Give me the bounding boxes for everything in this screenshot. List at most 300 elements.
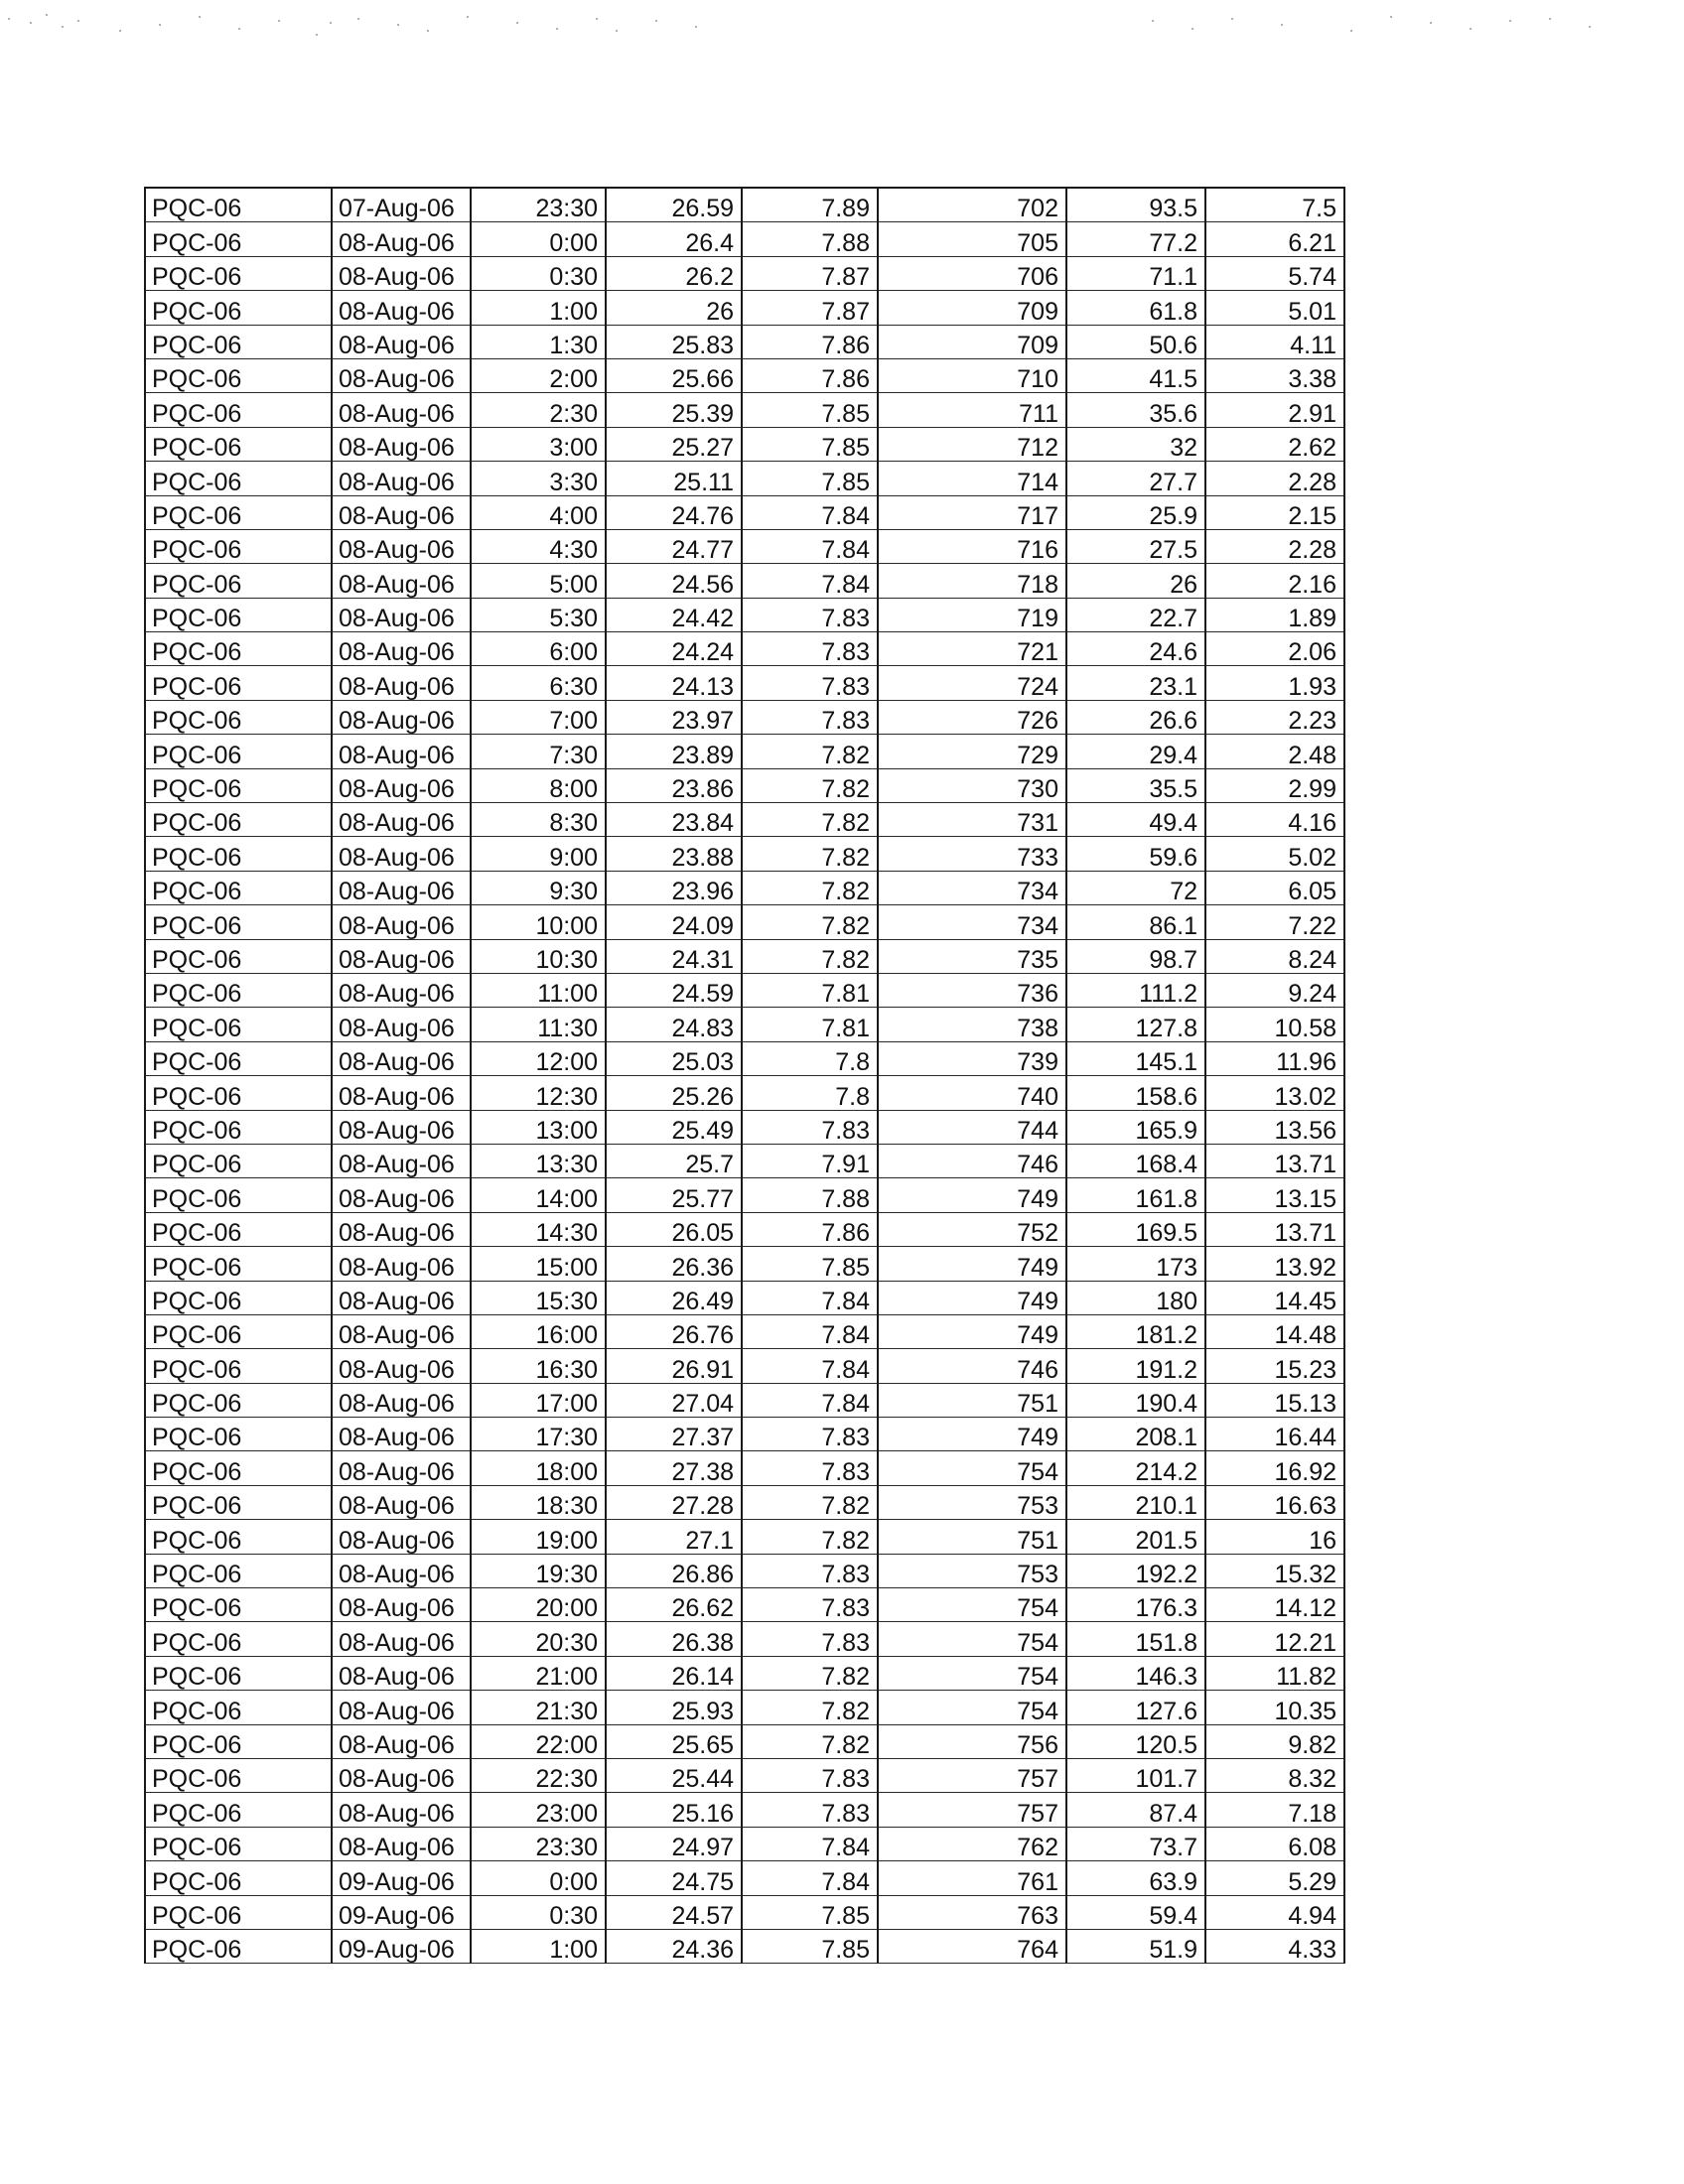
table-row: [145, 1724, 1344, 1758]
value-cell-5: 15.13: [1205, 1383, 1344, 1417]
value-cell-1: 23.89: [606, 735, 742, 768]
value-cell-4: 72: [1066, 871, 1205, 904]
value-cell-3: 754: [878, 1622, 1066, 1656]
station-cell: PQC-06: [145, 1485, 332, 1519]
station-cell: PQC-06: [145, 291, 332, 325]
time-cell: 22:30: [471, 1758, 606, 1792]
table-row: [145, 1383, 1344, 1417]
station-cell: PQC-06: [145, 1451, 332, 1485]
value-cell-1: 26.86: [606, 1554, 742, 1587]
scan-speck: [278, 20, 280, 22]
date-cell: 08-Aug-06: [332, 564, 471, 598]
value-cell-2: 7.85: [742, 427, 878, 461]
value-cell-3: 714: [878, 462, 1066, 495]
value-cell-5: 5.01: [1205, 291, 1344, 325]
scan-speck: [1231, 18, 1233, 20]
scan-speck: [1549, 18, 1551, 20]
value-cell-4: 41.5: [1066, 358, 1205, 392]
scan-speck: [1470, 28, 1472, 30]
station-cell: PQC-06: [145, 871, 332, 904]
time-cell: 3:30: [471, 462, 606, 495]
scan-speck: [695, 26, 697, 28]
value-cell-4: 25.9: [1066, 495, 1205, 529]
value-cell-3: 749: [878, 1247, 1066, 1281]
time-cell: 0:30: [471, 1895, 606, 1929]
value-cell-5: 1.93: [1205, 666, 1344, 700]
value-cell-5: 14.48: [1205, 1314, 1344, 1348]
time-cell: 15:30: [471, 1281, 606, 1314]
time-cell: 8:00: [471, 768, 606, 802]
table-row: [145, 358, 1344, 392]
station-cell: PQC-06: [145, 1656, 332, 1690]
table-row: [145, 1588, 1344, 1622]
scan-speck: [1589, 26, 1591, 28]
table-row: [145, 1008, 1344, 1041]
time-cell: 23:00: [471, 1793, 606, 1827]
station-cell: PQC-06: [145, 325, 332, 358]
station-cell: PQC-06: [145, 1281, 332, 1314]
value-cell-1: 24.31: [606, 939, 742, 973]
table-row: [145, 1861, 1344, 1895]
table-row: [145, 188, 1344, 222]
value-cell-3: 710: [878, 358, 1066, 392]
value-cell-1: 25.65: [606, 1724, 742, 1758]
station-cell: PQC-06: [145, 905, 332, 939]
value-cell-3: 735: [878, 939, 1066, 973]
value-cell-5: 4.33: [1205, 1929, 1344, 1963]
value-cell-1: 25.26: [606, 1076, 742, 1110]
value-cell-2: 7.82: [742, 905, 878, 939]
date-cell: 08-Aug-06: [332, 632, 471, 666]
station-cell: PQC-06: [145, 1895, 332, 1929]
station-cell: PQC-06: [145, 1349, 332, 1383]
table-row: [145, 1212, 1344, 1246]
value-cell-3: 746: [878, 1144, 1066, 1177]
date-cell: 08-Aug-06: [332, 905, 471, 939]
station-cell: PQC-06: [145, 1554, 332, 1587]
value-cell-1: 25.77: [606, 1178, 742, 1212]
value-cell-4: 93.5: [1066, 188, 1205, 222]
station-cell: PQC-06: [145, 1144, 332, 1177]
value-cell-4: 145.1: [1066, 1041, 1205, 1075]
value-cell-2: 7.82: [742, 768, 878, 802]
date-cell: 08-Aug-06: [332, 1691, 471, 1724]
time-cell: 2:00: [471, 358, 606, 392]
table-body: [145, 188, 1344, 1964]
value-cell-3: 738: [878, 1008, 1066, 1041]
value-cell-4: 127.8: [1066, 1008, 1205, 1041]
value-cell-5: 6.05: [1205, 871, 1344, 904]
date-cell: 08-Aug-06: [332, 1349, 471, 1383]
value-cell-2: 7.91: [742, 1144, 878, 1177]
time-cell: 12:00: [471, 1041, 606, 1075]
value-cell-3: 744: [878, 1110, 1066, 1144]
time-cell: 0:00: [471, 1861, 606, 1895]
scan-speck: [46, 14, 48, 16]
value-cell-3: 761: [878, 1861, 1066, 1895]
table-row: [145, 1247, 1344, 1281]
value-cell-5: 8.24: [1205, 939, 1344, 973]
value-cell-1: 26.05: [606, 1212, 742, 1246]
value-cell-4: 29.4: [1066, 735, 1205, 768]
value-cell-5: 4.11: [1205, 325, 1344, 358]
table-row: [145, 1281, 1344, 1314]
value-cell-1: 25.83: [606, 325, 742, 358]
value-cell-4: 59.6: [1066, 837, 1205, 871]
value-cell-3: 752: [878, 1212, 1066, 1246]
table-row: [145, 1520, 1344, 1554]
time-cell: 4:30: [471, 529, 606, 563]
value-cell-5: 2.15: [1205, 495, 1344, 529]
value-cell-5: 7.18: [1205, 1793, 1344, 1827]
value-cell-1: 26.14: [606, 1656, 742, 1690]
value-cell-3: 754: [878, 1656, 1066, 1690]
value-cell-4: 146.3: [1066, 1656, 1205, 1690]
value-cell-2: 7.82: [742, 837, 878, 871]
data-table: [144, 187, 1345, 1964]
value-cell-3: 705: [878, 222, 1066, 256]
value-cell-5: 3.38: [1205, 358, 1344, 392]
value-cell-5: 2.28: [1205, 529, 1344, 563]
value-cell-5: 14.12: [1205, 1588, 1344, 1622]
value-cell-2: 7.85: [742, 1929, 878, 1963]
time-cell: 18:00: [471, 1451, 606, 1485]
station-cell: PQC-06: [145, 529, 332, 563]
table-row: [145, 1827, 1344, 1860]
table-row: [145, 905, 1344, 939]
station-cell: PQC-06: [145, 666, 332, 700]
time-cell: 23:30: [471, 1827, 606, 1860]
value-cell-1: 25.93: [606, 1691, 742, 1724]
value-cell-1: 26.2: [606, 256, 742, 290]
table-row: [145, 1349, 1344, 1383]
value-cell-2: 7.84: [742, 529, 878, 563]
table-row: [145, 564, 1344, 598]
date-cell: 08-Aug-06: [332, 1520, 471, 1554]
table-row: [145, 768, 1344, 802]
scan-speck: [596, 18, 598, 20]
value-cell-5: 13.56: [1205, 1110, 1344, 1144]
value-cell-2: 7.88: [742, 222, 878, 256]
value-cell-4: 214.2: [1066, 1451, 1205, 1485]
time-cell: 5:30: [471, 598, 606, 631]
station-cell: PQC-06: [145, 1076, 332, 1110]
value-cell-1: 24.42: [606, 598, 742, 631]
table-row: [145, 700, 1344, 734]
scan-speck: [1430, 22, 1432, 24]
date-cell: 08-Aug-06: [332, 256, 471, 290]
scan-speck: [1192, 28, 1193, 30]
date-cell: 08-Aug-06: [332, 427, 471, 461]
date-cell: 08-Aug-06: [332, 291, 471, 325]
value-cell-3: 762: [878, 1827, 1066, 1860]
time-cell: 0:30: [471, 256, 606, 290]
table-row: [145, 837, 1344, 871]
value-cell-5: 15.23: [1205, 1349, 1344, 1383]
time-cell: 1:30: [471, 325, 606, 358]
value-cell-4: 98.7: [1066, 939, 1205, 973]
value-cell-2: 7.83: [742, 1110, 878, 1144]
date-cell: 08-Aug-06: [332, 598, 471, 631]
value-cell-4: 35.6: [1066, 393, 1205, 427]
value-cell-2: 7.83: [742, 1554, 878, 1587]
date-cell: 08-Aug-06: [332, 1247, 471, 1281]
scan-speck: [1350, 30, 1352, 32]
value-cell-4: 86.1: [1066, 905, 1205, 939]
station-cell: PQC-06: [145, 1758, 332, 1792]
value-cell-1: 25.66: [606, 358, 742, 392]
time-cell: 21:30: [471, 1691, 606, 1724]
table-row: [145, 1314, 1344, 1348]
value-cell-5: 11.96: [1205, 1041, 1344, 1075]
date-cell: 08-Aug-06: [332, 871, 471, 904]
value-cell-2: 7.85: [742, 1895, 878, 1929]
value-cell-3: 709: [878, 291, 1066, 325]
value-cell-5: 13.71: [1205, 1144, 1344, 1177]
scan-speck: [8, 18, 10, 20]
value-cell-2: 7.83: [742, 1758, 878, 1792]
value-cell-2: 7.83: [742, 1451, 878, 1485]
value-cell-4: 23.1: [1066, 666, 1205, 700]
date-cell: 08-Aug-06: [332, 495, 471, 529]
value-cell-3: 749: [878, 1178, 1066, 1212]
value-cell-2: 7.84: [742, 1281, 878, 1314]
table-row: [145, 1076, 1344, 1110]
date-cell: 08-Aug-06: [332, 700, 471, 734]
value-cell-5: 2.28: [1205, 462, 1344, 495]
station-cell: PQC-06: [145, 1383, 332, 1417]
value-cell-1: 27.1: [606, 1520, 742, 1554]
station-cell: PQC-06: [145, 632, 332, 666]
time-cell: 7:30: [471, 735, 606, 768]
station-cell: PQC-06: [145, 1418, 332, 1451]
table-row: [145, 735, 1344, 768]
station-cell: PQC-06: [145, 735, 332, 768]
value-cell-4: 127.6: [1066, 1691, 1205, 1724]
table-row: [145, 1418, 1344, 1451]
table-row: [145, 1895, 1344, 1929]
value-cell-5: 2.62: [1205, 427, 1344, 461]
value-cell-1: 26.91: [606, 1349, 742, 1383]
value-cell-2: 7.84: [742, 1349, 878, 1383]
value-cell-1: 24.59: [606, 973, 742, 1007]
value-cell-1: 26.49: [606, 1281, 742, 1314]
value-cell-1: 27.04: [606, 1383, 742, 1417]
date-cell: 08-Aug-06: [332, 393, 471, 427]
value-cell-3: 717: [878, 495, 1066, 529]
table-row: [145, 1622, 1344, 1656]
station-cell: PQC-06: [145, 564, 332, 598]
value-cell-2: 7.84: [742, 1861, 878, 1895]
value-cell-1: 25.16: [606, 1793, 742, 1827]
value-cell-4: 22.7: [1066, 598, 1205, 631]
scan-speck: [1281, 24, 1283, 26]
value-cell-2: 7.81: [742, 1008, 878, 1041]
value-cell-3: 709: [878, 325, 1066, 358]
value-cell-1: 25.39: [606, 393, 742, 427]
value-cell-2: 7.82: [742, 871, 878, 904]
time-cell: 10:00: [471, 905, 606, 939]
scan-speck: [1390, 16, 1392, 18]
table-row: [145, 632, 1344, 666]
time-cell: 21:00: [471, 1656, 606, 1690]
time-cell: 23:30: [471, 188, 606, 222]
value-cell-3: 718: [878, 564, 1066, 598]
table-row: [145, 598, 1344, 631]
station-cell: PQC-06: [145, 495, 332, 529]
value-cell-2: 7.83: [742, 598, 878, 631]
value-cell-5: 7.5: [1205, 188, 1344, 222]
time-cell: 19:30: [471, 1554, 606, 1587]
value-cell-2: 7.86: [742, 358, 878, 392]
table-row: [145, 427, 1344, 461]
value-cell-1: 23.84: [606, 803, 742, 837]
value-cell-5: 14.45: [1205, 1281, 1344, 1314]
value-cell-3: 757: [878, 1758, 1066, 1792]
time-cell: 13:30: [471, 1144, 606, 1177]
value-cell-2: 7.82: [742, 1485, 878, 1519]
date-cell: 08-Aug-06: [332, 1418, 471, 1451]
value-cell-2: 7.83: [742, 700, 878, 734]
time-cell: 6:30: [471, 666, 606, 700]
value-cell-4: 111.2: [1066, 973, 1205, 1007]
station-cell: PQC-06: [145, 1929, 332, 1963]
value-cell-2: 7.83: [742, 666, 878, 700]
date-cell: 08-Aug-06: [332, 973, 471, 1007]
value-cell-5: 5.74: [1205, 256, 1344, 290]
scan-speck: [616, 30, 618, 32]
value-cell-4: 51.9: [1066, 1929, 1205, 1963]
station-cell: PQC-06: [145, 803, 332, 837]
value-cell-2: 7.82: [742, 1520, 878, 1554]
value-cell-3: 749: [878, 1418, 1066, 1451]
value-cell-5: 10.35: [1205, 1691, 1344, 1724]
value-cell-3: 734: [878, 871, 1066, 904]
value-cell-4: 27.7: [1066, 462, 1205, 495]
value-cell-4: 59.4: [1066, 1895, 1205, 1929]
date-cell: 08-Aug-06: [332, 1110, 471, 1144]
value-cell-4: 35.5: [1066, 768, 1205, 802]
station-cell: PQC-06: [145, 768, 332, 802]
value-cell-3: 749: [878, 1281, 1066, 1314]
value-cell-3: 730: [878, 768, 1066, 802]
value-cell-2: 7.85: [742, 1247, 878, 1281]
value-cell-2: 7.8: [742, 1041, 878, 1075]
time-cell: 1:00: [471, 291, 606, 325]
value-cell-3: 739: [878, 1041, 1066, 1075]
time-cell: 19:00: [471, 1520, 606, 1554]
value-cell-4: 176.3: [1066, 1588, 1205, 1622]
value-cell-1: 24.09: [606, 905, 742, 939]
date-cell: 08-Aug-06: [332, 529, 471, 563]
value-cell-4: 165.9: [1066, 1110, 1205, 1144]
table-row: [145, 1691, 1344, 1724]
value-cell-3: 754: [878, 1588, 1066, 1622]
table-row: [145, 393, 1344, 427]
value-cell-2: 7.82: [742, 939, 878, 973]
scan-speck: [316, 34, 318, 36]
station-cell: PQC-06: [145, 700, 332, 734]
value-cell-4: 50.6: [1066, 325, 1205, 358]
time-cell: 12:30: [471, 1076, 606, 1110]
date-cell: 09-Aug-06: [332, 1861, 471, 1895]
value-cell-2: 7.82: [742, 1656, 878, 1690]
date-cell: 07-Aug-06: [332, 188, 471, 222]
value-cell-4: 201.5: [1066, 1520, 1205, 1554]
table-row: [145, 939, 1344, 973]
table-row: [145, 1451, 1344, 1485]
table-row: [145, 325, 1344, 358]
value-cell-3: 726: [878, 700, 1066, 734]
time-cell: 20:30: [471, 1622, 606, 1656]
scan-speck: [357, 18, 359, 20]
value-cell-5: 2.48: [1205, 735, 1344, 768]
table-row: [145, 666, 1344, 700]
date-cell: 08-Aug-06: [332, 1588, 471, 1622]
table-row: [145, 1656, 1344, 1690]
value-cell-3: 749: [878, 1314, 1066, 1348]
value-cell-4: 192.2: [1066, 1554, 1205, 1587]
station-cell: PQC-06: [145, 1622, 332, 1656]
table-row: [145, 973, 1344, 1007]
value-cell-5: 5.29: [1205, 1861, 1344, 1895]
scan-speck: [238, 28, 240, 30]
time-cell: 9:30: [471, 871, 606, 904]
date-cell: 08-Aug-06: [332, 1144, 471, 1177]
date-cell: 09-Aug-06: [332, 1929, 471, 1963]
value-cell-1: 24.77: [606, 529, 742, 563]
value-cell-4: 210.1: [1066, 1485, 1205, 1519]
value-cell-5: 1.89: [1205, 598, 1344, 631]
value-cell-3: 753: [878, 1554, 1066, 1587]
scan-speck: [62, 26, 64, 28]
value-cell-4: 32: [1066, 427, 1205, 461]
value-cell-1: 24.24: [606, 632, 742, 666]
table-row: [145, 1758, 1344, 1792]
value-cell-4: 101.7: [1066, 1758, 1205, 1792]
value-cell-3: 764: [878, 1929, 1066, 1963]
value-cell-3: 754: [878, 1691, 1066, 1724]
table-row: [145, 529, 1344, 563]
value-cell-3: 712: [878, 427, 1066, 461]
value-cell-4: 26: [1066, 564, 1205, 598]
time-cell: 16:00: [471, 1314, 606, 1348]
scan-speck: [655, 20, 657, 22]
value-cell-3: 756: [878, 1724, 1066, 1758]
value-cell-1: 25.03: [606, 1041, 742, 1075]
value-cell-5: 6.21: [1205, 222, 1344, 256]
date-cell: 08-Aug-06: [332, 462, 471, 495]
value-cell-4: 77.2: [1066, 222, 1205, 256]
value-cell-3: 736: [878, 973, 1066, 1007]
value-cell-2: 7.84: [742, 564, 878, 598]
date-cell: 08-Aug-06: [332, 1076, 471, 1110]
value-cell-1: 26.38: [606, 1622, 742, 1656]
value-cell-2: 7.87: [742, 256, 878, 290]
station-cell: PQC-06: [145, 1008, 332, 1041]
value-cell-2: 7.8: [742, 1076, 878, 1110]
value-cell-5: 4.94: [1205, 1895, 1344, 1929]
table-row: [145, 871, 1344, 904]
value-cell-4: 158.6: [1066, 1076, 1205, 1110]
date-cell: 08-Aug-06: [332, 837, 471, 871]
date-cell: 08-Aug-06: [332, 358, 471, 392]
value-cell-4: 169.5: [1066, 1212, 1205, 1246]
date-cell: 08-Aug-06: [332, 768, 471, 802]
value-cell-3: 724: [878, 666, 1066, 700]
value-cell-5: 4.16: [1205, 803, 1344, 837]
table-row: [145, 803, 1344, 837]
